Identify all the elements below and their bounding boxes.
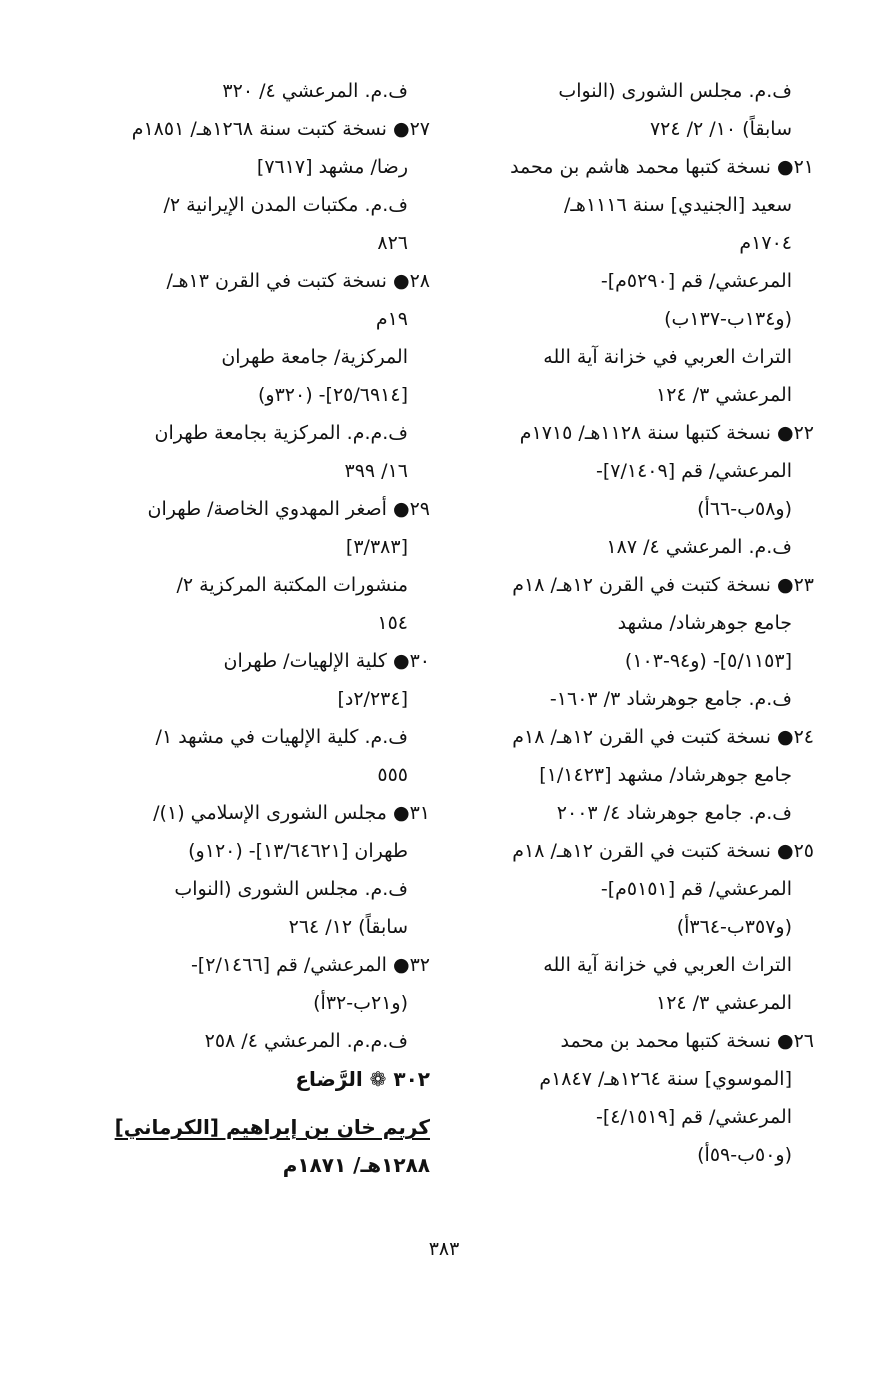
right-column-line: (و٣٥٧ب-٣٦٤أ) [676, 916, 792, 938]
left-column-line [78, 1098, 430, 1108]
right-column-line: المرعشي/ قم [٥١٥١م]- [600, 878, 792, 900]
left-column-line: ف.م. مكتبات المدن الإيرانية ٢/ [163, 194, 408, 216]
left-column-line: ٣١● مجلس الشورى الإسلامي (١)/ [153, 802, 430, 824]
left-column [78, 72, 430, 1184]
left-column-line: ف.م. كلية الإلهيات في مشهد ١/ [155, 726, 408, 748]
right-column-line: جامع جوهرشاد/ مشهد [617, 612, 792, 634]
right-column-line: ٢٢● نسخة كتبها سنة ١١٢٨هـ/ ١٧١٥م [519, 422, 814, 444]
left-column-line: ٢٨● نسخة كتبت في القرن ١٣هـ/ [166, 270, 430, 292]
right-column-line: المرعشي/ قم [٧/١٤٠٩]- [596, 460, 792, 482]
right-column-line: جامع جوهرشاد/ مشهد [١/١٤٢٣] [539, 764, 792, 786]
right-column-line: ٢١● نسخة كتبها محمد هاشم بن محمد [510, 156, 814, 178]
left-column-line: ف.م. مجلس الشورى (النواب [174, 878, 408, 900]
left-column-line: المركزية/ جامعة طهران [221, 346, 408, 368]
left-column-line: ٥٥٥ [377, 764, 408, 786]
right-column-line: سعيد [الجنيدي] سنة ١١١٦هـ/ [563, 194, 792, 216]
right-column-line: [الموسوي] سنة ١٢٦٤هـ/ ١٨٤٧م [539, 1068, 792, 1090]
right-column-line: ٢٤● نسخة كتبت في القرن ١٢هـ/ ١٨م [512, 726, 814, 748]
left-column-line: ٨٢٦ [377, 232, 408, 254]
left-column-line: ١٥٤ [377, 612, 408, 634]
left-column-line: ف.م. المرعشي ٤/ ٣٢٠ [222, 80, 408, 102]
left-column-line: [٢٥/٦٩١٤]- (٣٢٠و) [257, 384, 408, 406]
left-column-line: رضا/ مشهد [٧٦١٧] [256, 156, 408, 178]
right-column-line: (و٥٨ب-٦٦أ) [697, 498, 792, 520]
right-column-line: المرعشي ٣/ ١٢٤ [656, 384, 792, 406]
right-column-line: ٢٣● نسخة كتبت في القرن ١٢هـ/ ١٨م [512, 574, 814, 596]
right-column-line: التراث العربي في خزانة آية الله [543, 346, 792, 368]
page-number: ٣٨٣ [428, 1238, 460, 1260]
left-column-line: كريم خان بن إبراهيم [الكرماني] [114, 1115, 430, 1139]
left-column-line: [٢/٢٣٤د] [337, 688, 408, 710]
left-column-line: ١٩م [375, 308, 408, 330]
left-column-line: ١٢٨٨هـ/ ١٨٧١م [282, 1153, 430, 1177]
left-column-line: ٣٠● كلية الإلهيات/ طهران [223, 650, 430, 672]
right-column-line: سابقاً) ١٠/ ٢/ ٧٢٤ [649, 118, 792, 140]
right-column-line: ف.م. جامع جوهرشاد ٤/ ٢٠٠٣ [556, 802, 792, 824]
left-column-line: طهران [١٣/٦٤٦٢١]- (١٢٠و) [188, 840, 408, 862]
right-column-line: المرعشي ٣/ ١٢٤ [656, 992, 792, 1014]
right-column-line: ١٧٠٤م [739, 232, 792, 254]
right-column-line: ٢٦● نسخة كتبها محمد بن محمد [560, 1030, 814, 1052]
left-column-line: ٢٩● أصغر المهدوي الخاصة/ طهران [147, 498, 430, 520]
left-column-line: منشورات المكتبة المركزية ٢/ [176, 574, 408, 596]
left-column-line: ١٦/ ٣٩٩ [344, 460, 408, 482]
right-column-line: [٥/١١٥٣]- (و٩٤-١٠٣) [624, 650, 792, 672]
right-column-line: ف.م. المرعشي ٤/ ١٨٧ [606, 536, 792, 558]
left-column-line: ف.م.م. المرعشي ٤/ ٢٥٨ [204, 1030, 408, 1052]
right-column-line: (و٥٠ب-٥٩أ) [697, 1144, 792, 1166]
left-column-line: سابقاً) ١٢/ ٢٦٤ [288, 916, 408, 938]
right-column-line: المرعشي/ قم [٤/١٥١٩]- [596, 1106, 792, 1128]
right-column-line: ٢٥● نسخة كتبت في القرن ١٢هـ/ ١٨م [512, 840, 814, 862]
right-column-line: المرعشي/ قم [٥٢٩٠م]- [600, 270, 792, 292]
left-column-line: [٣/٣٨٣] [345, 536, 408, 558]
right-column-line: (و١٣٤ب-١٣٧ب) [664, 308, 792, 330]
left-column-line: ٣٢● المرعشي/ قم [٢/١٤٦٦]- [190, 954, 430, 976]
left-column-line: ٣٠٢ ❁ الرَّضاع [295, 1067, 430, 1091]
left-column-line: (و٢١ب-٣٢أ) [313, 992, 408, 1014]
left-column-line: ف.م.م. المركزية بجامعة طهران [154, 422, 408, 444]
right-column-line: ف.م. مجلس الشورى (النواب [558, 80, 792, 102]
right-column-line: ف.م. جامع جوهرشاد ٣/ ١٦٠٣- [549, 688, 792, 710]
right-column-line: التراث العربي في خزانة آية الله [543, 954, 792, 976]
right-column [458, 72, 814, 1174]
left-column-line: ٢٧● نسخة كتبت سنة ١٢٦٨هـ/ ١٨٥١م [131, 118, 430, 140]
